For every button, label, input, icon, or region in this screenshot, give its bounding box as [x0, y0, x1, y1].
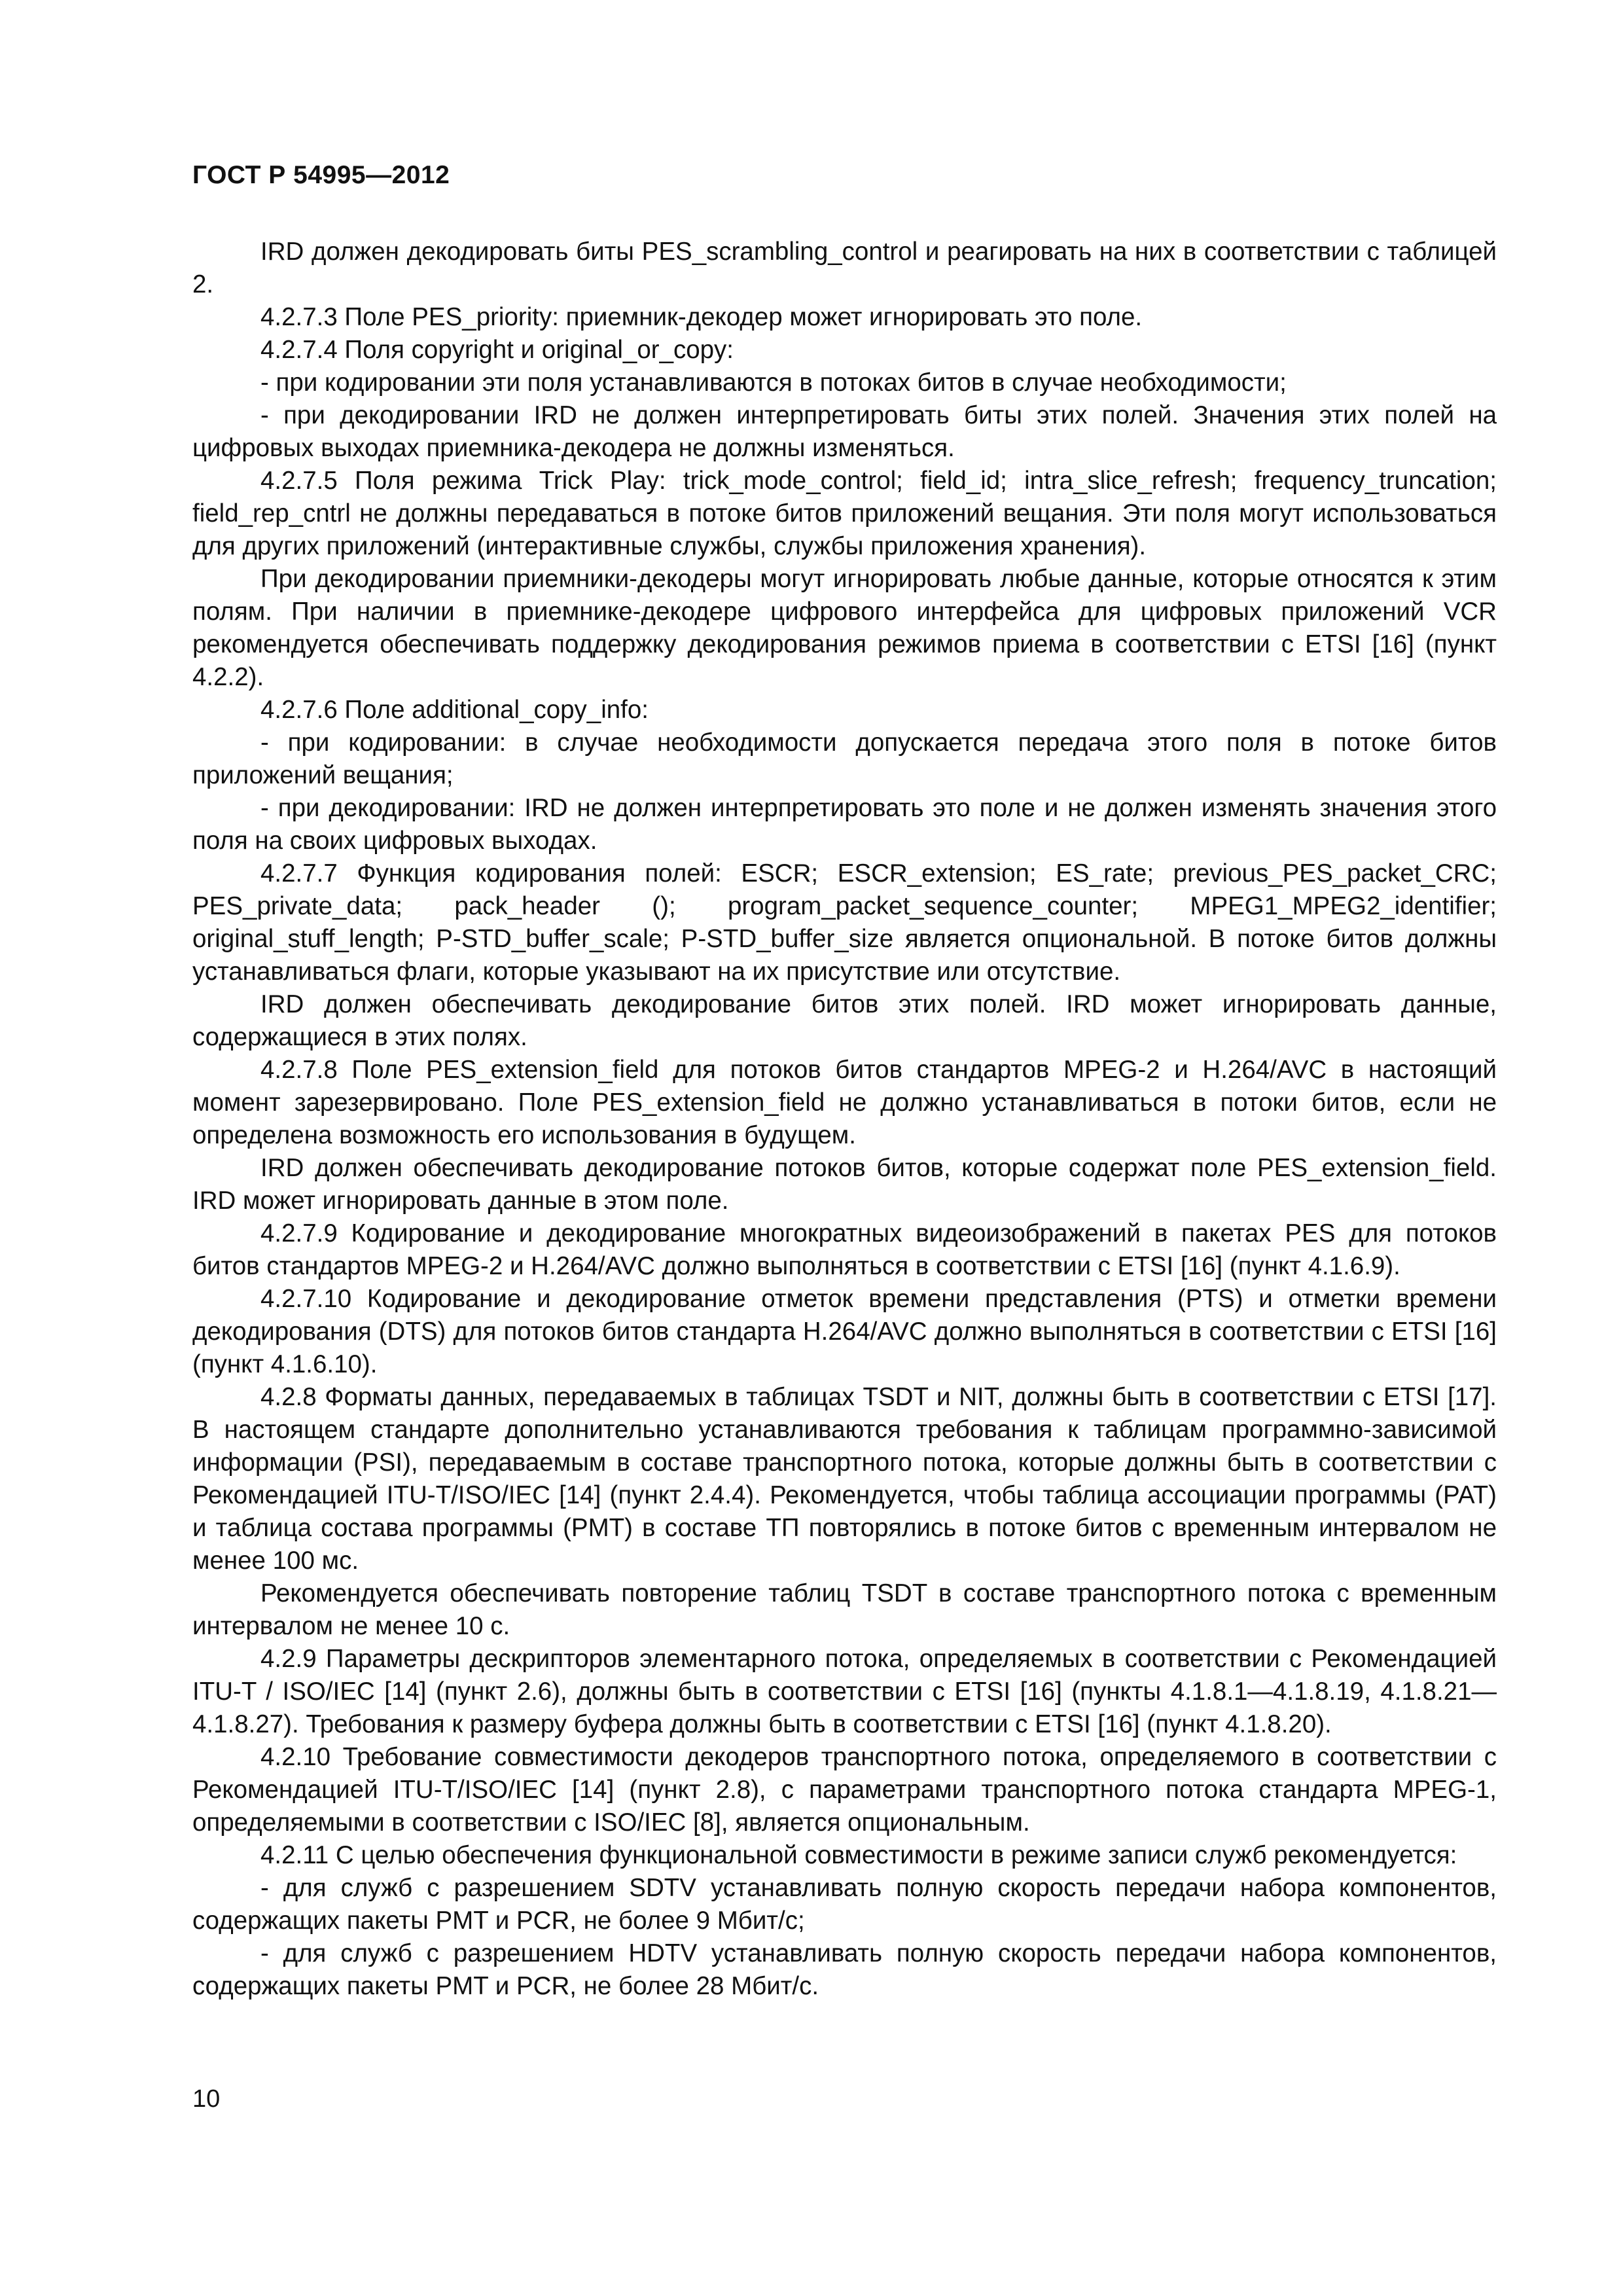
paragraph: Рекомендуется обеспечивать повторение таблиц TSDT в составе транспортного потока с временным интервалом не менее 10 с.: [192, 1579, 1497, 1640]
paragraph: IRD должен обеспечивать декодирование потоков битов, которые содержат поле PES_extension_field. IRD может игнорировать данные в этом поле.: [192, 1154, 1497, 1215]
paragraph: 4.2.9 Параметры дескрипторов элементарного потока, определяемых в соответствии с Рекомендацией ITU-T / ISO/IEC [14] (пункт 2.6), должны быть в соответствии с ETSI [16] (пункты 4.1.8.1—4.1.8.19, 4.1.8.21—4.1.8.27). Требования к размеру буфера должны быть в соответствии с ETSI [16] (пункт 4.1.8.20).: [192, 1645, 1497, 1738]
paragraph: 4.2.7.7 Функция кодирования полей: ESCR; ESCR_extension; ES_rate; previous_PES_packet_CRC; PES_private_data; pack_header (); program_packet_sequence_counter; MPEG1_MPEG2_identifier; original_stuff_length; P-STD_buffer_scale; P-STD_buffer_size является опциональной. В потоке битов должны устанавливаться флаги, которые указывают на их присутствие или отсутствие.: [192, 859, 1497, 986]
paragraph: 4.2.7.5 Поля режима Trick Play: trick_mode_control; field_id; intra_slice_refresh; frequency_truncation; field_rep_cntrl не должны передаваться в потоке битов приложений вещания. Эти поля могут использоваться для других приложений (интерактивные службы, службы приложения хранения).: [192, 467, 1497, 560]
list-item: - при декодировании: IRD не должен интерпретировать это поле и не должен изменять значения этого поля на своих цифровых выходах.: [192, 794, 1497, 855]
paragraph: 4.2.7.10 Кодирование и декодирование отметок времени представления (PTS) и отметки времени декодирования (DTS) для потоков битов стандарта H.264/AVC должно выполняться в соответствии с ETSI [16] (пункт 4.1.6.10).: [192, 1285, 1497, 1378]
list-item: - при декодировании IRD не должен интерпретировать биты этих полей. Значения этих полей на цифровых выходах приемника-декодера не должны изменяться.: [192, 401, 1497, 462]
list-item: - для служб с разрешением SDTV устанавливать полную скорость передачи набора компонентов, содержащих пакеты PMT и PCR, не более 9 Мбит/с;: [192, 1874, 1497, 1935]
paragraph: IRD должен обеспечивать декодирование битов этих полей. IRD может игнорировать данные, содержащиеся в этих полях.: [192, 990, 1497, 1051]
paragraph: 4.2.7.8 Поле PES_extension_field для потоков битов стандартов MPEG-2 и H.264/AVC в настоящий момент зарезервировано. Поле PES_extension_field не должно устанавливаться в потоки битов, если не определена возможность его использования в будущем.: [192, 1056, 1497, 1149]
paragraph: 4.2.7.9 Кодирование и декодирование многократных видеоизображений в пакетах PES для потоков битов стандартов MPEG-2 и H.264/AVC должно выполняться в соответствии с ETSI [16] (пункт 4.1.6.9).: [192, 1219, 1497, 1280]
document-code-header: ГОСТ Р 54995—2012: [192, 161, 450, 189]
page-number: 10: [192, 2085, 221, 2113]
paragraph: 4.2.7.6 Поле additional_copy_info:: [260, 696, 649, 724]
document-body: [192, 236, 1497, 2003]
list-item: - при кодировании эти поля устанавливаются в потоках битов в случае необходимости;: [260, 368, 1287, 397]
list-item: - для служб с разрешением HDTV устанавливать полную скорость передачи набора компонентов, содержащих пакеты PMT и PCR, не более 28 Мбит/с.: [192, 1939, 1497, 2000]
paragraph: 4.2.11 С целью обеспечения функциональной совместимости в режиме записи служб рекомендуется:: [260, 1841, 1457, 1869]
paragraph: 4.2.8 Форматы данных, передаваемых в таблицах TSDT и NIT, должны быть в соответствии с ETSI [17]. В настоящем стандарте дополнительно устанавливаются требования к таблицам программно-зависимой информации (PSI), передаваемым в составе транспортного потока, которые должны быть в соответствии с Рекомендацией ITU-T/ISO/IEC [14] (пункт 2.4.4). Рекомендуется, чтобы таблица ассоциации программы (PAT) и таблица состава программы (PMT) в составе ТП повторялись в потоке битов с временным интервалом не менее 100 мс.: [192, 1383, 1497, 1575]
paragraph: 4.2.7.4 Поля copyright и original_or_copy:: [260, 336, 734, 364]
paragraph: 4.2.7.3 Поле PES_priority: приемник-декодер может игнорировать это поле.: [260, 303, 1143, 331]
paragraph: IRD должен декодировать биты PES_scrambling_control и реагировать на них в соответствии с таблицей 2.: [192, 238, 1497, 298]
list-item: - при кодировании: в случае необходимости допускается передача этого поля в потоке битов приложений вещания;: [192, 728, 1497, 789]
paragraph: 4.2.10 Требование совместимости декодеров транспортного потока, определяемого в соответствии с Рекомендацией ITU-T/ISO/IEC [14] (пункт 2.8), с параметрами транспортного потока стандарта MPEG-1, определяемыми в соответствии с ISO/IEC [8], является опциональным.: [192, 1743, 1497, 1837]
paragraph: При декодировании приемники-декодеры могут игнорировать любые данные, которые относятся к этим полям. При наличии в приемнике-декодере цифрового интерфейса для цифровых приложений VCR рекомендуется обеспечивать поддержку декодирования режимов приема в соответствии с ETSI [16] (пункт 4.2.2).: [192, 565, 1497, 691]
